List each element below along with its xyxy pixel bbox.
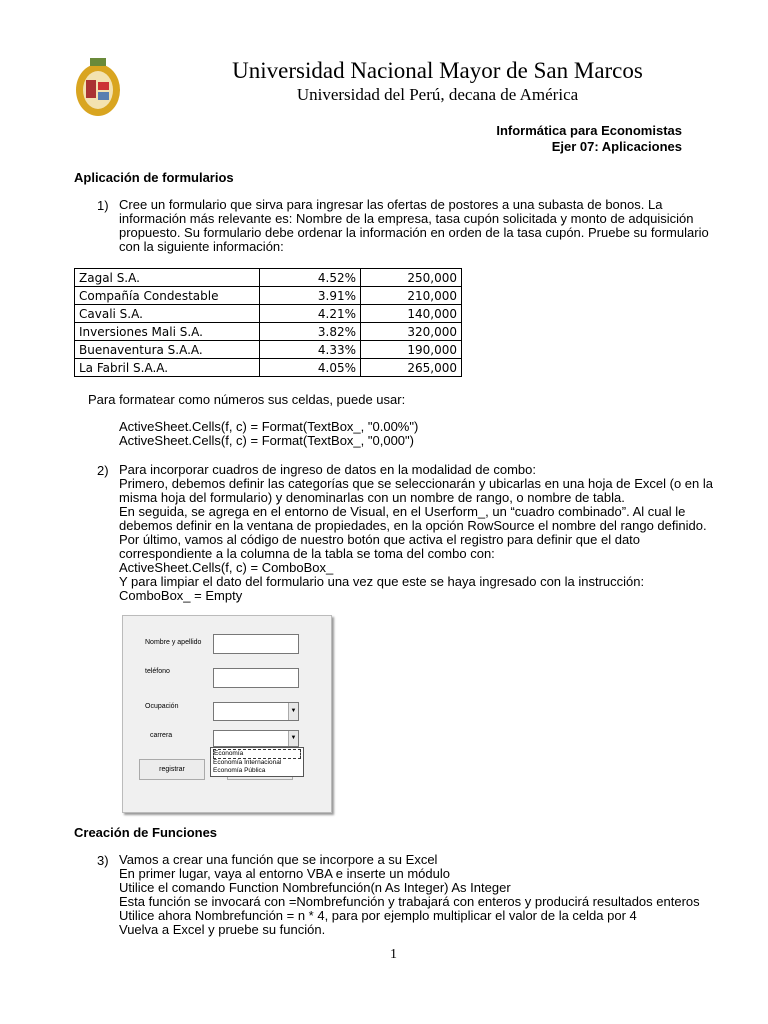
company-cell: Zagal S.A. — [75, 269, 260, 287]
text-line: Utilice ahora Nombrefunción = n * 4, para por ejemplo multiplicar el valor de la celda por 4 — [119, 908, 637, 923]
text-line: Y para limpiar el dato del formulario una vez que este se haya ingresado con la instrucción: — [119, 574, 645, 589]
format-note: Para formatear como números sus celdas, puede usar: — [88, 392, 406, 407]
text-line: ComboBox_ = Empty — [119, 588, 243, 603]
company-cell: Inversiones Mali S.A. — [75, 323, 260, 341]
table-row — [75, 305, 462, 323]
career-label: carrera — [150, 732, 173, 739]
item1-text — [119, 198, 719, 254]
rate-cell: 3.91% — [260, 287, 361, 305]
company-cell: Buenaventura S.A.A. — [75, 341, 260, 359]
career-combo — [213, 730, 299, 747]
rate-cell: 4.33% — [260, 341, 361, 359]
code-line: ActiveSheet.Cells(f, c) = Format(TextBox_, "0,000") — [119, 433, 414, 448]
phone-label: teléfono — [145, 668, 170, 675]
table-row — [75, 269, 462, 287]
text-line: Primero, debemos definir las categorías que se seleccionarán y ubicarlas en una hoja de Excel (o en la — [119, 476, 714, 491]
item-number: 3) — [97, 853, 109, 868]
text-line: ActiveSheet.Cells(f, c) = ComboBox_ — [119, 560, 334, 575]
rate-cell: 4.52% — [260, 269, 361, 287]
amount-cell: 320,000 — [361, 323, 462, 341]
code-block — [119, 420, 418, 448]
text-line: con la siguiente información: — [119, 239, 284, 254]
career-dropdown-list — [210, 747, 304, 777]
text-line: propuesto. Su formulario debe ordenar la información en orden de la tasa cupón. Pruebe su formulario — [119, 225, 709, 240]
company-cell: La Fabril S.A.A. — [75, 359, 260, 377]
university-subtitle: Universidad del Perú, decana de América — [296, 85, 579, 104]
item-number: 2) — [97, 463, 109, 478]
phone-field — [213, 668, 299, 688]
item-number: 1) — [97, 198, 109, 213]
dropdown-option: Economía Pública — [213, 767, 266, 774]
text-line: En seguida, se agrega en el entorno de Visual, en el Userform_, un “cuadro combinado”. Al cual le — [119, 504, 686, 519]
rate-cell: 4.05% — [260, 359, 361, 377]
section-heading-forms: Aplicación de formularios — [74, 170, 234, 185]
table-row — [75, 341, 462, 359]
amount-cell: 210,000 — [361, 287, 462, 305]
text-line: Vamos a crear una función que se incorpore a su Excel — [119, 852, 438, 867]
table-row — [75, 359, 462, 377]
name-field — [213, 634, 299, 654]
text-line: Esta función se invocará con =Nombrefunción y trabajará con enteros y producirá resultados enteros — [119, 894, 700, 909]
chevron-down-icon: ▼ — [288, 703, 298, 720]
company-cell: Compañía Condestable — [75, 287, 260, 305]
occupation-label: Ocupación — [145, 703, 179, 710]
text-line: debemos definir en la ventana de propiedades, en la opción RowSource el nombre del rango definido. — [119, 518, 707, 533]
item3-text — [119, 853, 719, 937]
occupation-combo — [213, 702, 299, 721]
table-row — [75, 287, 462, 305]
chevron-down-icon: ▼ — [288, 731, 298, 746]
text-line: Por último, vamos al código de nuestro botón que activa el registro para definir que el dato — [119, 532, 641, 547]
text-line: misma hoja del formulario) y denominarlas con un nombre de rango, o nombre de tabla. — [119, 490, 625, 505]
dropdown-option: Economía Internacional — [213, 759, 282, 766]
table-row — [75, 323, 462, 341]
text-line: Cree un formulario que sirva para ingresar las ofertas de postores a una subasta de bonos. La — [119, 197, 663, 212]
amount-cell: 190,000 — [361, 341, 462, 359]
text-line: Para incorporar cuadros de ingreso de datos en la modalidad de combo: — [119, 462, 536, 477]
text-line: Vuelva a Excel y pruebe su función. — [119, 922, 326, 937]
text-line: información más relevante es: Nombre de la empresa, tasa cupón solicitada y monto de adquisición — [119, 211, 694, 226]
rate-cell: 3.82% — [260, 323, 361, 341]
page-number: 1 — [390, 947, 397, 962]
section-heading-functions: Creación de Funciones — [74, 825, 218, 840]
userform-screenshot — [122, 615, 332, 813]
code-line: ActiveSheet.Cells(f, c) = Format(TextBox_, "0.00%") — [119, 419, 419, 434]
rate-cell: 4.21% — [260, 305, 361, 323]
item2-text — [119, 463, 719, 603]
text-line: Utilice el comando Function Nombrefunción(n As Integer) As Integer — [119, 880, 511, 895]
course-name: Informática para Economistas — [496, 123, 682, 138]
register-button: registrar — [139, 759, 205, 780]
dropdown-option: Economía — [213, 749, 301, 759]
text-line: correspondiente a la columna de la tabla se toma del combo con: — [119, 546, 495, 561]
university-name: Universidad Nacional Mayor de San Marcos — [232, 58, 643, 83]
exercise-title: Ejer 07: Aplicaciones — [551, 139, 682, 154]
amount-cell: 265,000 — [361, 359, 462, 377]
company-cell: Cavali S.A. — [75, 305, 260, 323]
name-label: Nombre y apellido — [145, 639, 202, 646]
bids-table — [74, 268, 462, 377]
amount-cell: 250,000 — [361, 269, 462, 287]
amount-cell: 140,000 — [361, 305, 462, 323]
text-line: En primer lugar, vaya al entorno VBA e inserte un módulo — [119, 866, 450, 881]
